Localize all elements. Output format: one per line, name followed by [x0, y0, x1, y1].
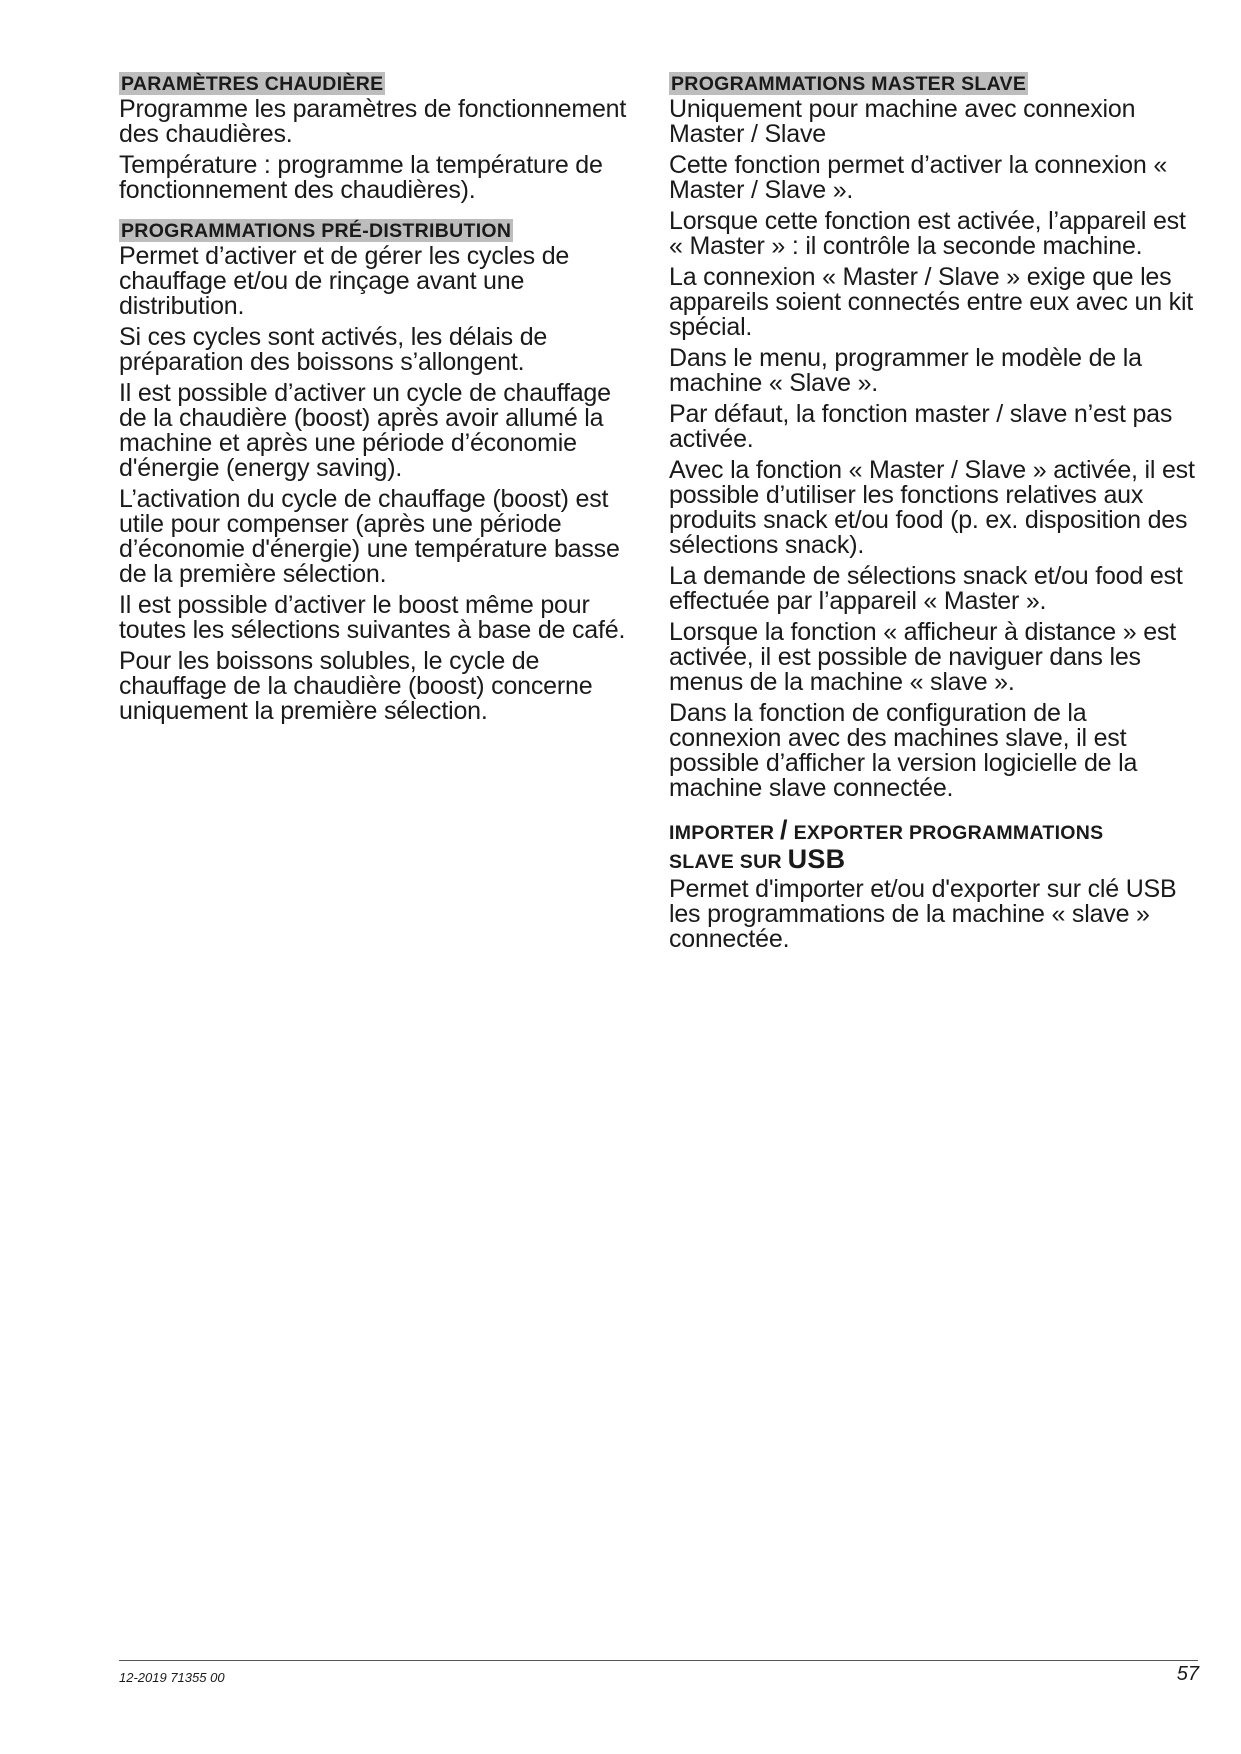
paragraph: La demande de sélections snack et/ou food est effectuée par l’appareil « Master ».: [669, 562, 1183, 615]
paragraph: Si ces cycles sont activés, les délais de préparation des boissons s’allongent.: [119, 323, 548, 376]
paragraph: Dans le menu, programmer le modèle de la machine « Slave ».: [669, 344, 1142, 397]
section-master-slave: [669, 72, 1199, 801]
section-parametres-chaudiere: [119, 72, 644, 203]
section-import-export-usb: [669, 817, 1199, 952]
paragraph: La connexion « Master / Slave » exige que les appareils soient connectés entre eux avec un kit spécial.: [669, 263, 1194, 341]
paragraph: Lorsque la fonction « afficheur à distance » est activée, il est possible de naviguer dans les menus de la machine « slave ».: [669, 618, 1176, 696]
paragraph: Lorsque cette fonction est activée, l’appareil est « Master » : il contrôle la seconde machine.: [669, 207, 1186, 260]
heading-text: EXPORTER PROGRAMMATIONS: [793, 822, 1104, 844]
paragraph: Pour les boissons solubles, le cycle de chauffage de la chaudière (boost) concerne uniquement la première sélection.: [119, 647, 593, 725]
heading-usb: USB: [787, 844, 846, 874]
section-heading: PROGRAMMATIONS PRÉ-DISTRIBUTION: [121, 220, 512, 242]
section-heading: PARAMÈTRES CHAUDIÈRE: [121, 73, 384, 95]
heading-text: IMPORTER: [669, 822, 775, 844]
paragraph: Il est possible d’activer un cycle de chauffage de la chaudière (boost) après avoir allumé la machine et après une période d’économie d'énergie (energy saving).: [119, 379, 611, 482]
paragraph: Par défaut, la fonction master / slave n’est pas activée.: [669, 400, 1173, 453]
paragraph: Température : programme la température de fonctionnement des chaudières).: [119, 151, 603, 204]
section-pre-distribution: [119, 219, 644, 724]
paragraph: Programme les paramètres de fonctionnement des chaudières.: [119, 95, 627, 148]
heading-text: SLAVE SUR: [669, 851, 782, 873]
paragraph: Uniquement pour machine avec connexion Master / Slave: [669, 95, 1136, 148]
paragraph: Dans la fonction de configuration de la connexion avec des machines slave, il est possible d’afficher la version logicielle de la machine slave connectée.: [669, 699, 1138, 802]
right-column: [669, 72, 1199, 968]
heading-slash: /: [780, 815, 788, 845]
paragraph: Permet d’activer et de gérer les cycles de chauffage et/ou de rinçage avant une distribution.: [119, 242, 570, 320]
paragraph: Avec la fonction « Master / Slave » activée, il est possible d’utiliser les fonctions relatives aux produits snack et/ou food (p. ex. disposition des sélections snack).: [669, 456, 1195, 559]
paragraph: Permet d'importer et/ou d'exporter sur clé USB les programmations de la machine « slave » connectée.: [669, 875, 1177, 953]
footer-divider: [119, 1660, 1198, 1661]
page-number: 57: [1176, 1663, 1199, 1685]
section-heading: [669, 817, 1199, 875]
paragraph: Cette fonction permet d’activer la connexion « Master / Slave ».: [669, 151, 1168, 204]
document-code: 12-2019 71355 00: [119, 1670, 225, 1685]
left-column: [119, 72, 644, 740]
section-heading: PROGRAMMATIONS MASTER SLAVE: [671, 73, 1027, 95]
paragraph: Il est possible d’activer le boost même pour toutes les sélections suivantes à base de café.: [119, 591, 626, 644]
paragraph: L’activation du cycle de chauffage (boost) est utile pour compenser (après une période d’économie d'énergie) une température basse de la première sélection.: [119, 485, 620, 588]
